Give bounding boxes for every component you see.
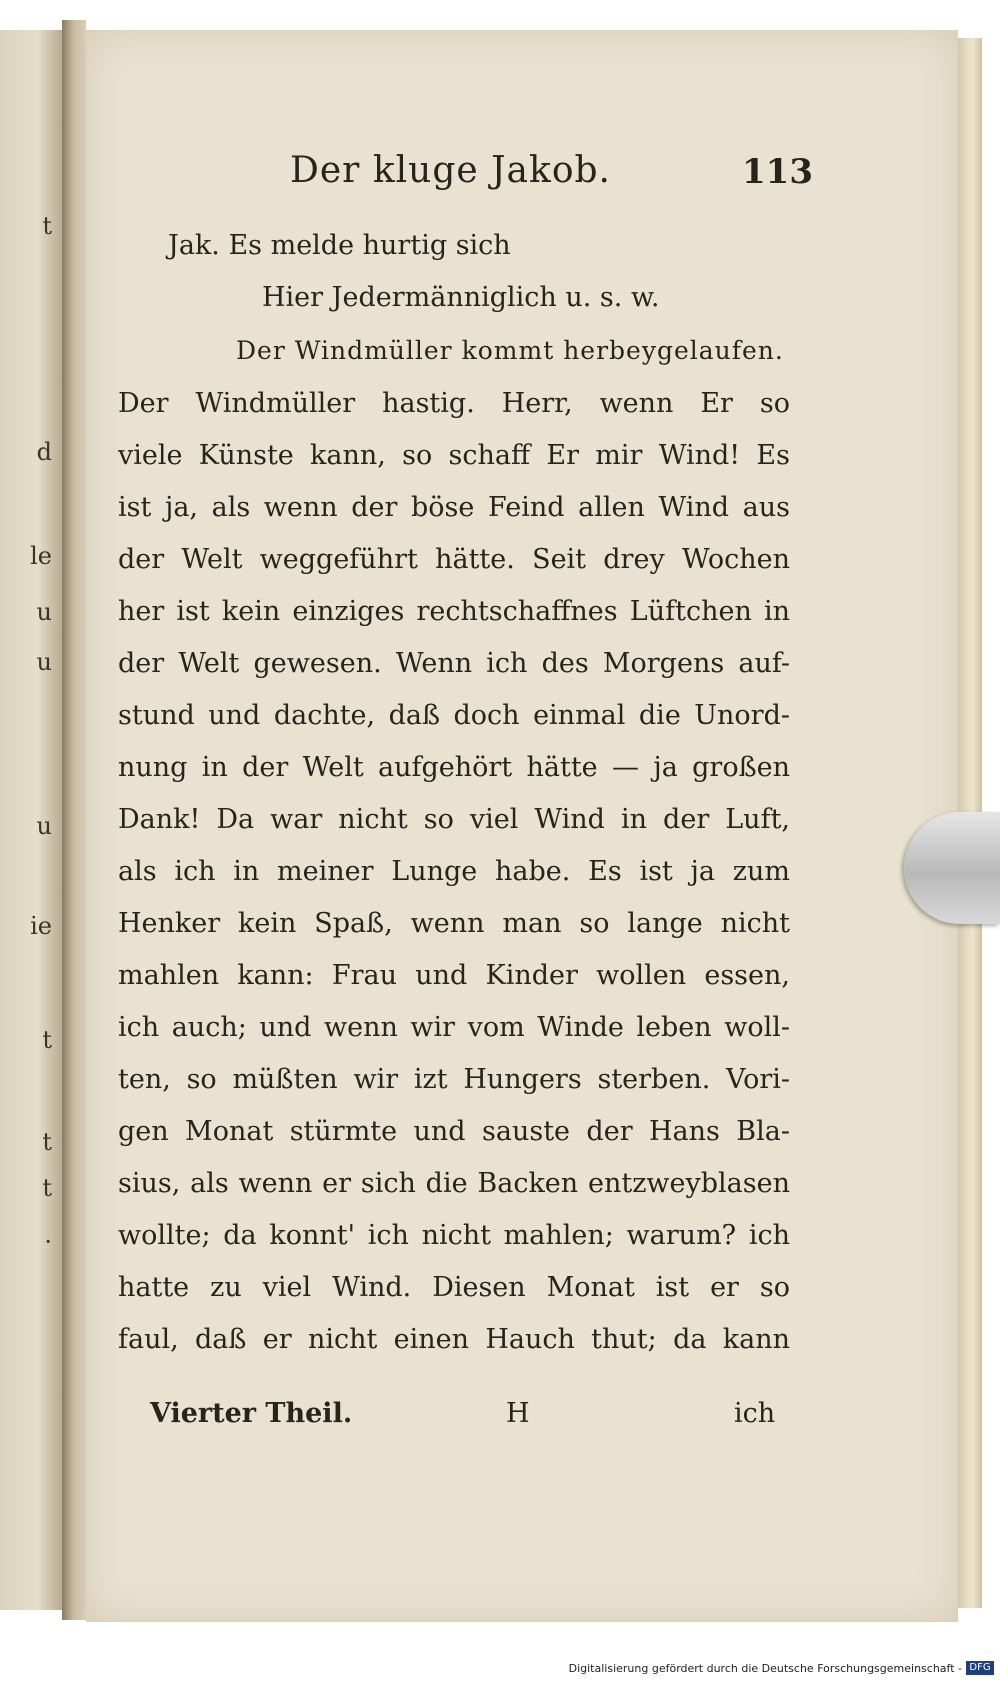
text-line: Dank! Da war nicht so viel Wind in der Luft, — [118, 804, 790, 835]
text-line: Der Windmüller hastig. Herr, wenn Er so — [118, 388, 790, 419]
text-line: stund und dachte, daß doch einmal die Unord- — [118, 700, 790, 731]
text-line: gen Monat stürmte und sauste der Hans Bla- — [118, 1116, 790, 1147]
left-page-fragment: t — [42, 1026, 52, 1054]
left-page-fragment: t — [42, 1174, 52, 1202]
text-line: Jak. Es melde hurtig sich — [168, 230, 511, 261]
left-page-fragment: t — [42, 1128, 52, 1156]
text-line: viele Künste kann, so schaff Er mir Wind! Es — [118, 440, 790, 471]
dfg-logo: DFG — [966, 1661, 994, 1675]
signature-line: Vierter Theil. — [150, 1398, 353, 1429]
left-page-fragment: ie — [30, 912, 52, 940]
text-line: mahlen kann: Frau und Kinder wollen essen, — [118, 960, 790, 991]
text-line: Hier Jedermänniglich u. s. w. — [262, 282, 660, 313]
left-page-fragment: t — [42, 212, 52, 240]
book-gutter — [62, 20, 86, 1620]
left-page-fragment: le — [30, 542, 52, 570]
text-line: der Welt gewesen. Wenn ich des Morgens auf- — [118, 648, 790, 679]
left-page-fragment: d — [36, 438, 52, 466]
text-line: sius, als wenn er sich die Backen entzweyblasen — [118, 1168, 790, 1199]
left-page-fragment: u — [36, 648, 52, 676]
text-line: her ist kein einziges rechtschaffnes Lüftchen in — [118, 596, 790, 627]
page-number: 113 — [742, 152, 813, 192]
text-line: als ich in meiner Lunge habe. Es ist ja zum — [118, 856, 790, 887]
left-page-fragment: u — [36, 598, 52, 626]
left-page-fragment: · — [44, 1228, 52, 1256]
catchword: ich — [734, 1398, 776, 1429]
left-page-fragment: u — [36, 812, 52, 840]
stage-direction: Der Windmüller kommt herbeygelaufen. — [236, 336, 784, 365]
text-line: faul, daß er nicht einen Hauch thut; da kann — [118, 1324, 790, 1355]
text-line: ich auch; und wenn wir vom Winde leben woll- — [118, 1012, 790, 1043]
text-line: der Welt weggeführt hätte. Seit drey Wochen — [118, 544, 790, 575]
text-line: hatte zu viel Wind. Diesen Monat ist er so — [118, 1272, 790, 1303]
text-line: ten, so müßten wir izt Hungers sterben. Vori- — [118, 1064, 790, 1095]
scan-credit: Digitalisierung gefördert durch die Deutsche Forschungsgemeinschaft - — [568, 1662, 962, 1675]
text-line: nung in der Welt aufgehört hätte — ja großen — [118, 752, 790, 783]
running-title: Der kluge Jakob. — [290, 150, 611, 191]
text-line: ist ja, als wenn der böse Feind allen Wind aus — [118, 492, 790, 523]
text-line: wollte; da konnt' ich nicht mahlen; warum? ich — [118, 1220, 790, 1251]
signature-mark: H — [506, 1398, 530, 1429]
text-line: Henker kein Spaß, wenn man so lange nicht — [118, 908, 790, 939]
